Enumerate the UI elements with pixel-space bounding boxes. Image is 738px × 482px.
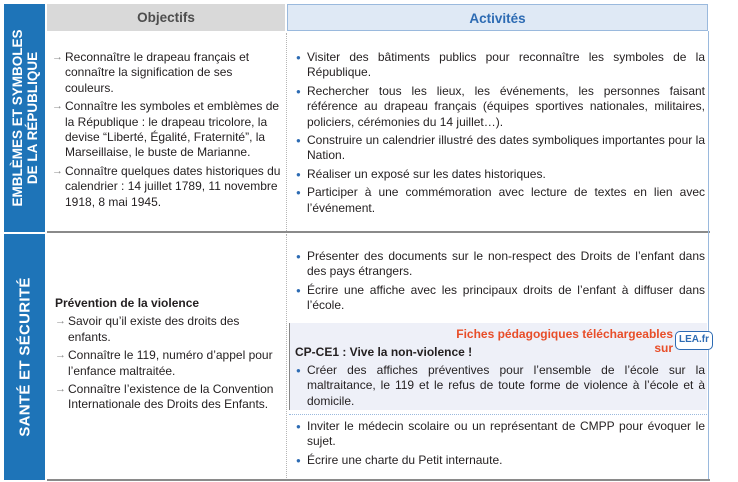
activite-item: ● Construire un calendrier illustré des dates symboliques importantes pour la Nation.: [295, 133, 705, 164]
objectif-item: → Connaître quelques dates historiques du calendrier : 14 juillet 1789, 11 novembre 1918, 8 mai 1945.: [52, 164, 284, 210]
resource-banner: Fiches pédagogiques téléchargeables sur: [456, 327, 673, 355]
resource-title: CP-CE1 : Vive la non-violence !: [295, 345, 473, 359]
row-divider: [47, 231, 710, 233]
activite-item: ● Écrire une affiche avec les principaux droits de l’enfant à diffuser dans l’école.: [295, 283, 705, 314]
objectifs-emblemes: [52, 50, 284, 213]
section-label-text: EMBLÈMES ET SYMBOLES DE LA RÉPUBLIQUE: [9, 29, 40, 207]
activites-sante-top: [295, 249, 705, 317]
section-label-text: SANTÉ ET SÉCURITÉ: [16, 277, 33, 437]
objectif-item: → Reconnaître le drapeau français et connaître la signification de ses couleurs.: [52, 50, 284, 96]
section-label-sante: [4, 234, 45, 480]
activite-item: ● Rechercher tous les lieux, les événements, les personnes faisant référence au drapeau français (équipes sportives nationales, militaires, policiers, cérémonies du 14 juillet…).: [295, 84, 705, 130]
activite-item: ● Écrire une charte du Petit internaute.: [295, 453, 705, 468]
activite-item: ● Créer des affiches préventives pour l’ensemble de l’école sur la maltraitance, le 119 et le refus de toute forme de violence à l’école et à domicile.: [295, 363, 705, 409]
objectif-item: → Connaître le 119, numéro d’appel pour l’enfance maltraitée.: [55, 348, 283, 379]
activite-item: ● Participer à une commémoration avec lecture de textes en lien avec l’événement.: [295, 185, 705, 216]
activites-sante-bottom: [295, 419, 705, 471]
activite-item: ● Réaliser un exposé sur les dates historiques.: [295, 167, 705, 182]
table-right-border: [708, 31, 709, 479]
activite-item: ● Visiter des bâtiments publics pour reconnaître les symboles de la République.: [295, 50, 705, 81]
row-divider: [47, 479, 710, 481]
objectif-item: → Savoir qu’il existe des droits des enfants.: [55, 314, 283, 345]
activite-item: ● Présenter des documents sur le non-respect des Droits de l’enfant dans des pays étrangers.: [295, 249, 705, 280]
objectif-item: → Connaître l’existence de la Convention Internationale des Droits des Enfants.: [55, 382, 283, 413]
activites-emblemes: [295, 50, 705, 219]
section-label-emblemes: [4, 4, 45, 232]
objectif-item: → Connaître les symboles et emblèmes de la République : le drapeau tricolore, la devise “Liberté, Égalité, Fraternité”, la Marseillaise, le buste de Marianne.: [52, 99, 284, 161]
objectifs-sante: [55, 296, 283, 416]
resource-activities: [295, 363, 705, 412]
dotted-divider: [289, 414, 707, 415]
objectifs-subheading: Prévention de la violence: [55, 296, 200, 310]
header-objectifs: Objectifs: [47, 4, 285, 31]
lea-logo-icon[interactable]: LEA.fr: [675, 331, 713, 350]
header-activites: Activités: [287, 4, 708, 31]
activite-item: ● Inviter le médecin scolaire ou un représentant de CMPP pour évoquer le sujet.: [295, 419, 705, 450]
column-divider: [286, 33, 287, 231]
column-divider: [286, 234, 287, 478]
